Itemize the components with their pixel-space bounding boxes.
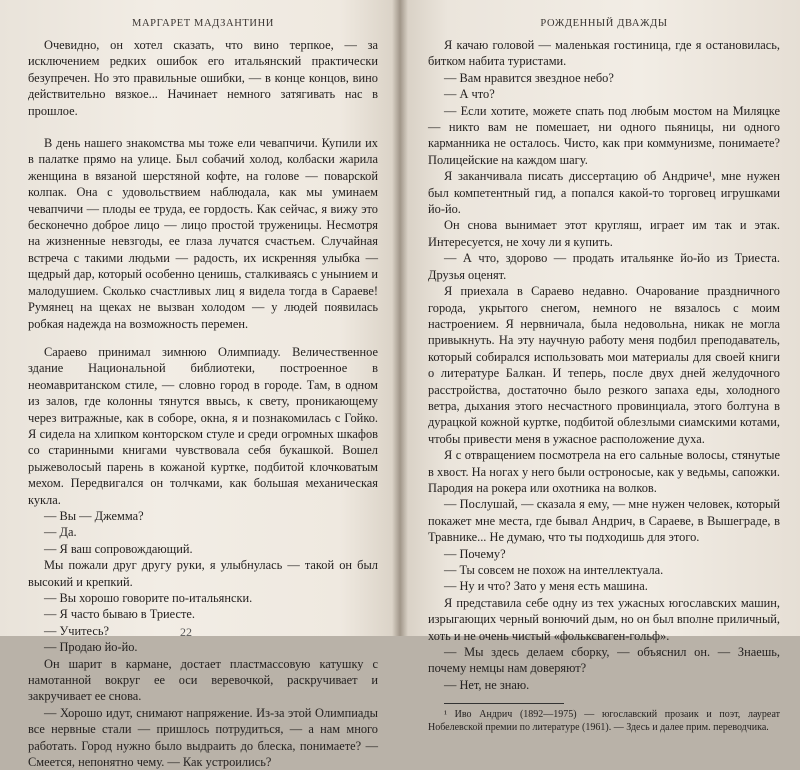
dialogue-line: — Послушай, — сказала я ему, — мне нужен человек, который покажет мне места, где бывал Андрич, в Сараеве, в Вышеграде, в Травнике... Не думаю, что ты подходишь для этого. bbox=[428, 497, 780, 545]
footnote: ¹ Иво Андрич (1892—1975) — югославский прозаик и поэт, лауреат Нобелевской премии по литературе (1961). — Здесь и далее прим. переводчика. bbox=[428, 709, 780, 734]
dialogue-line: — Если хотите, можете спать под любым мостом на Миляцке — никто вам не помешает, ни одного пьяницы, ни одного карманника не осталось. Чисто, как при коммунизме, понимаете? Полицейские на каждом шагу. bbox=[428, 103, 780, 167]
dialogue-line: — Ну и что? Зато у меня есть машина. bbox=[444, 579, 648, 594]
dialogue-line: — Вы хорошо говорите по-итальянски. bbox=[44, 591, 253, 605]
right-page bbox=[400, 0, 800, 734]
page-number: 22 bbox=[180, 625, 192, 639]
paragraph: Я с отвращением посмотрела на его сальные волосы, стянутые в хвост. На ногах у него были остроносые, как у ведьмы, сапожки. Пародия на рокера или охотника на волков. bbox=[428, 448, 780, 495]
dialogue-line: — Учитесь? bbox=[44, 623, 109, 638]
dialogue-line: — А что, здорово — продать итальянке йо-йо из Триеста. Друзья оценят. bbox=[428, 251, 780, 282]
dialogue-line: — А что? bbox=[444, 87, 495, 102]
dialogue-line: — Нет, не знаю. bbox=[444, 677, 530, 692]
paragraph: В день нашего знакомства мы тоже ели чевапчичи. Купили их в палатке прямо на улице. Был собачий холод, колбаски жарила женщина в вязаной шерстяной кофте, на голове — поварской колпак. Она с удовольствием наблюдала, как мы уминаем чевапчичи — плоды ее труда, ее гордость. Как сейчас, я вижу это бесконечно доброе лицо — лицо простой труженицы. Несмотря на жизненные невзгоды, ее глаза лучатся счастьем. Случайная встреча с такими людьми — радость, их искренняя улыбка — щедрый дар, который особенно ценишь, сталкиваясь с унынием и малодушием. Сколько счастливых лиц я видела тогда в Сараеве! Румянец на щеках не вызван холодом — у людей появилась робкая надежда на возможность перемен. bbox=[28, 136, 378, 331]
paragraph: Мы пожали друг другу руки, я улыбнулась — такой он был высокий и крепкий. bbox=[28, 558, 378, 589]
footnote-divider bbox=[444, 703, 564, 704]
dialogue-line: — Да. bbox=[44, 525, 77, 540]
dialogue-line: — Ты совсем не похож на интеллектуала. bbox=[444, 563, 664, 577]
paragraph: Он снова вынимает этот кругляш, играет им так и этак. Интересуется, не хочу ли я купить. bbox=[428, 218, 780, 249]
book-gutter-shadow bbox=[392, 0, 408, 636]
dialogue-line: — Вам нравится звездное небо? bbox=[444, 70, 614, 85]
dialogue-line: — Хорошо идут, снимают напряжение. Из-за этой Олимпиады все нервные стали — пришлось потрудиться, — а нам много работать. Город нужно было выдраить до блеска, понимаете? — Смеется, непонятно чему. — Как устроились? bbox=[28, 705, 378, 770]
dialogue-line: — Продаю йо-йо. bbox=[44, 640, 138, 655]
running-head-title: РОЖДЕННЫЙ ДВАЖДЫ bbox=[540, 18, 668, 29]
paragraph: Я приехала в Сараево недавно. Очарование праздничного города, укрытого снегом, немного не вязалось с моим настроением. Я нервничала, была недовольна, никак не могла привыкнуть. На эту научную работу меня подбил преподаватель, который собирался использовать мои материалы для своей книги о литературе Балкан. И теперь, после двух дней желудочного расстройства, достаточно было резкого запаха еды, холодного ветра, дыхания этого несчастного провинциала, этого болтуна в дурацкой кожной куртке, подбитой облезлыми сиамскими котами, чтобы привести меня в ужасное расположение духа. bbox=[428, 284, 780, 446]
dialogue-line: — Я ваш сопровождающий. bbox=[44, 541, 193, 556]
right-page-text bbox=[428, 37, 780, 693]
paragraph: Я представила себе одну из тех ужасных югославских машин, изрыгающих черный вонючий дым, но он был вполне приличный, хоть и не очень чистый «фольксваген-гольф». bbox=[428, 595, 780, 643]
paragraph: Очевидно, он хотел сказать, что вино терпкое, — за исключением редких ошибок его итальянский практически безупречен. Но это правильные ошибки, — в конце концов, вино действительно вязкое... Начинает немного затягивать нас в прошлое. bbox=[28, 38, 378, 118]
paragraph: Я заканчивала писать диссертацию об Андриче¹, мне нужен был компетентный гид, а попался какой-то торговец игрушками йо-йо. bbox=[428, 169, 780, 217]
paragraph: Он шарит в кармане, достает пластмассовую катушку с намотанной вокруг ее оси веревочкой, раскручивает и закручивает ее снова. bbox=[28, 656, 378, 704]
paragraph: Я качаю головой — маленькая гостиница, где я остановилась, битком набита туристами. bbox=[428, 38, 780, 69]
running-head-author: МАРГАРЕТ МАДЗАНТИНИ bbox=[132, 18, 274, 29]
dialogue-line: — Мы здесь делаем сборку, — объяснил он. — Знаешь, почему немцы нам доверяют? bbox=[428, 645, 780, 676]
paragraph: Сараево принимал зимнюю Олимпиаду. Величественное здание Национальной библиотеки, построенное в неомавританском стиле, — словно город в городе. Там, в одном из залов, где колонны тянутся ввысь, к свету, проникающему через витражные, как в соборе, окна, я и познакомилась с Гойко. Я сидела на хлипком конторском стуле и среди огромных шкафов со старинными книгами чувствовала себя букашкой. Вошел рыжеволосый парень в кожаной куртке, подбитой клочковатым мехом. Передвигался он толчками, как большая механическая кукла. bbox=[28, 344, 378, 507]
dialogue-line: — Почему? bbox=[444, 546, 506, 561]
left-page-text bbox=[28, 37, 378, 770]
dialogue-line: — Вы — Джемма? bbox=[44, 508, 144, 523]
dialogue-line: — Я часто бываю в Триесте. bbox=[44, 607, 195, 622]
